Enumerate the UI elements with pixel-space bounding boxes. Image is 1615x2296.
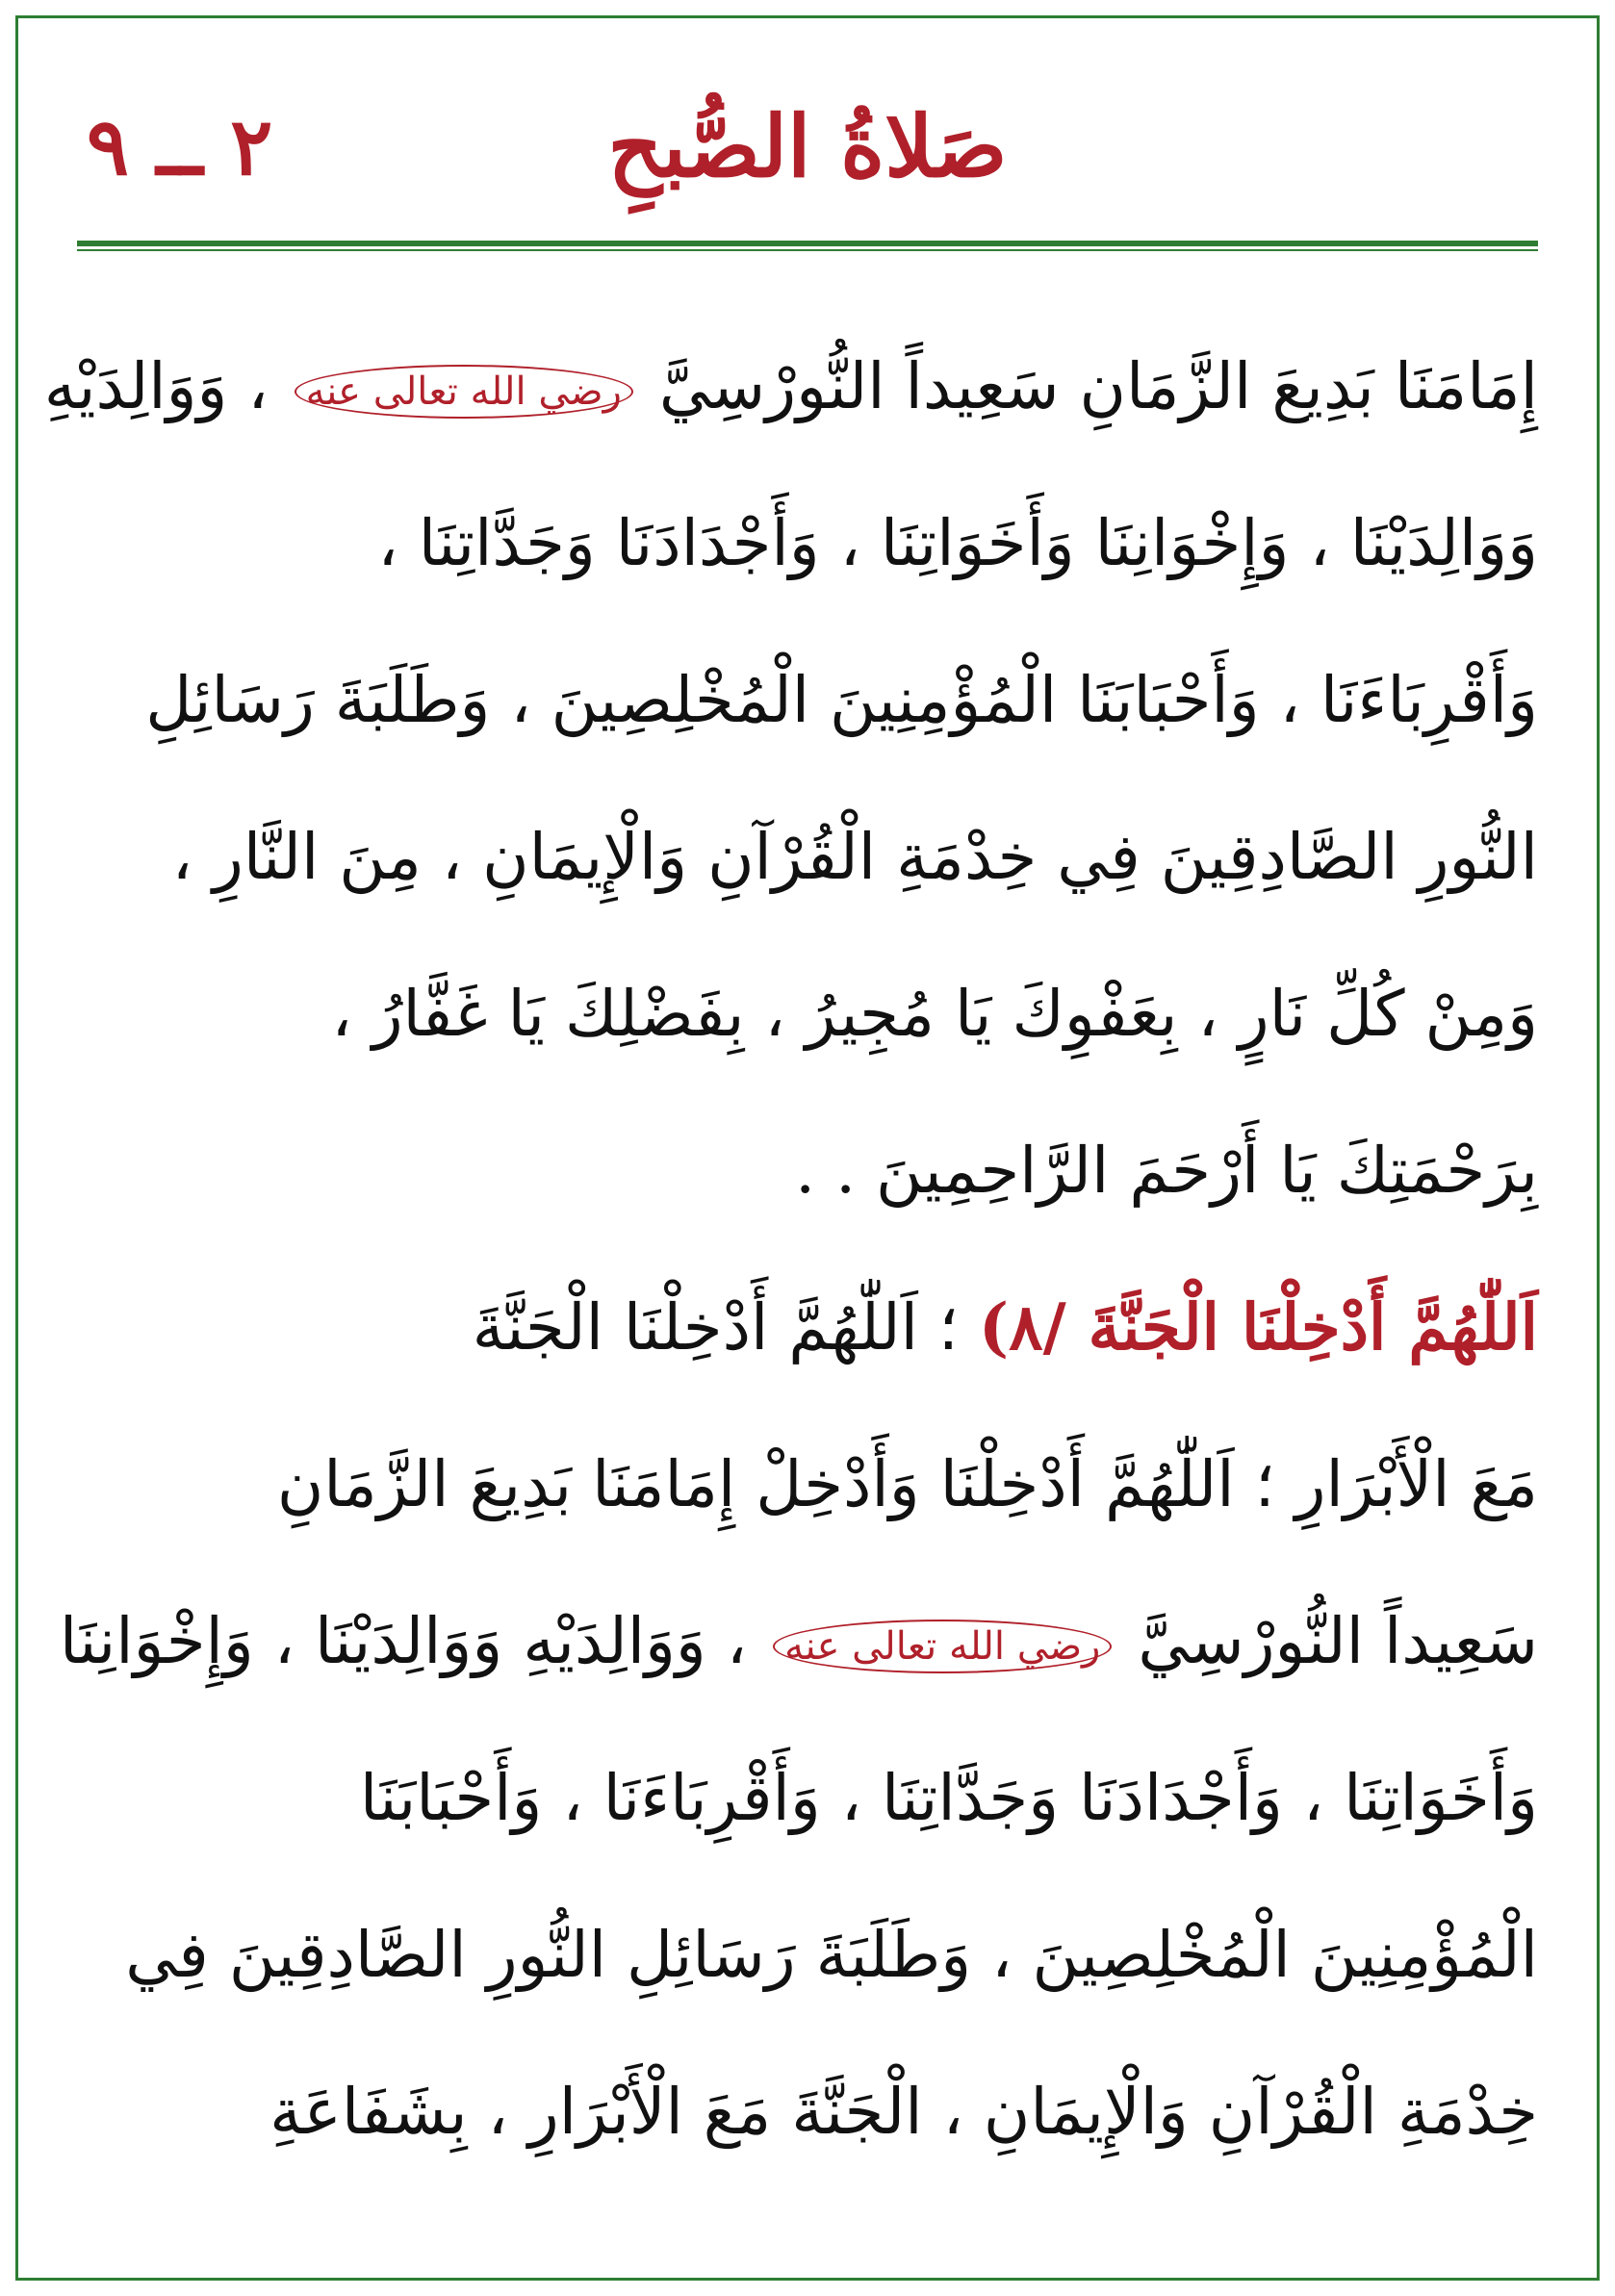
- text-line: [77, 1249, 1538, 1406]
- text-line: [59, 1563, 1538, 1720]
- text-line: مَعَ الْأَبْرَارِ ؛ اَللّٰهُمَّ أَدْخِلْنَا وَأَدْخِلْ إِمَامَنَا بَدِيعَ الزَّمَانِ: [276, 1447, 1538, 1521]
- text-line: النُّورِ الصَّادِقِينَ فِي خِدْمَةِ الْقُرْآنِ وَالْإِيمَانِ ، مِنَ النَّارِ ،: [171, 820, 1538, 894]
- text-line: وَمِنْ كُلِّ نَارٍ ، بِعَفْوِكَ يَا مُجِيرُ ، بِفَضْلِكَ يَا غَفَّارُ ،: [331, 977, 1538, 1051]
- header-divider: [77, 241, 1538, 252]
- text-segment: سَعِيداً النُّورْسِيَّ: [1138, 1604, 1538, 1678]
- text-line: وَأَقْرِبَاءَنَا ، وَأَحْبَابَنَا الْمُؤْمِنِينَ الْمُخْلِصِينَ ، وَطَلَبَةَ رَسَائِلِ: [145, 663, 1538, 737]
- text-segment: ، وَوَالِدَيْهِ: [43, 349, 269, 423]
- page-number: ٢ ــ ٩: [87, 101, 273, 193]
- text-segment: ، وَوَالِدَيْهِ وَوَالِدَيْنَا ، وَإِخْوَانِنَا: [59, 1604, 748, 1678]
- text-line: الْمُؤْمِنِينَ الْمُخْلِصِينَ ، وَطَلَبَةَ رَسَائِلِ النُّورِ الصَّادِقِينَ فِي: [125, 1918, 1538, 1992]
- divider-thick-line: [77, 241, 1538, 246]
- prayer-text: [43, 308, 1538, 2190]
- text-line: [43, 308, 1538, 465]
- page-header: [77, 77, 1538, 221]
- page-title: صَلاةُ الصُّبحِ: [607, 96, 1008, 196]
- honorific-seal-icon: رضي الله تعالى عنه: [295, 365, 633, 419]
- highlighted-invocation: اَللّٰهُمَّ أَدْخِلْنَا الْجَنَّةَ /٨): [978, 1289, 1538, 1365]
- text-segment: إِمَامَنَا بَدِيعَ الزَّمَانِ سَعِيداً النُّورْسِيَّ: [658, 349, 1538, 423]
- divider-thin-line: [77, 249, 1538, 251]
- text-line: وَأَخَوَاتِنَا ، وَأَجْدَادَنَا وَجَدَّاتِنَا ، وَأَقْرِبَاءَنَا ، وَأَحْبَابَنَا: [359, 1761, 1538, 1835]
- text-segment: ؛ اَللّٰهُمَّ أَدْخِلْنَا الْجَنَّةَ: [472, 1290, 959, 1365]
- text-line: بِرَحْمَتِكَ يَا أَرْحَمَ الرَّاحِمِينَ . .: [795, 1134, 1538, 1208]
- honorific-seal-icon: رضي الله تعالى عنه: [773, 1620, 1112, 1673]
- text-line: وَوَالِدَيْنَا ، وَإِخْوَانِنَا وَأَخَوَاتِنَا ، وَأَجْدَادَنَا وَجَدَّاتِنَا ،: [377, 506, 1538, 580]
- text-line: خِدْمَةِ الْقُرْآنِ وَالْإِيمَانِ ، الْجَنَّةَ مَعَ الْأَبْرَارِ ، بِشَفَاعَةِ: [269, 2075, 1538, 2149]
